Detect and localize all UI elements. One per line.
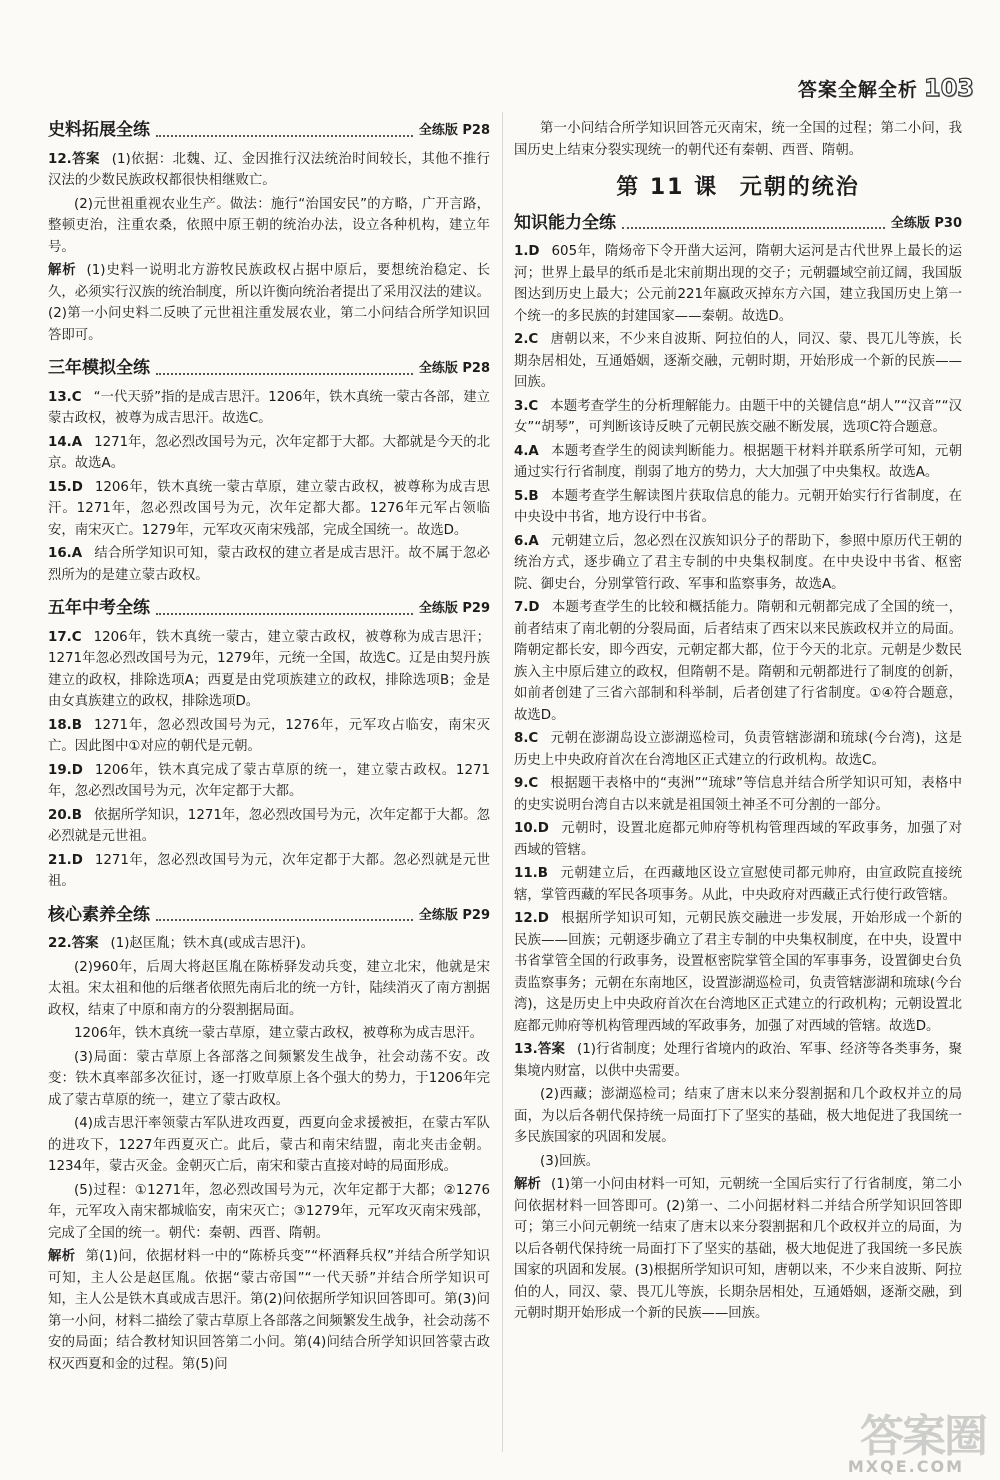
answer-text: 根据题干表格中的“夷洲”“琉球”等信息并结合所学知识可知，表格中的史实说明台湾自古以来就是祖国领土神圣不可分割的一部分。 xyxy=(514,776,962,813)
section-ref: 全练版 P30 xyxy=(890,215,962,231)
question-number: 5.B xyxy=(514,488,539,504)
watermark-logo: 答案圈 xyxy=(860,1411,986,1462)
dotted-leader xyxy=(156,613,413,615)
answer-item xyxy=(48,715,490,758)
left-column xyxy=(48,118,490,1377)
answer-item xyxy=(514,773,962,816)
header-title: 答案全解全析 xyxy=(797,78,918,101)
section-header xyxy=(48,598,490,620)
answer-text: 元朝建立后，在西藏地区设立宣慰使司都元帅府，由宣政院直接统辖，掌管西藏的军民各项事务。从此，中央政府对西藏正式行使行政管辖。 xyxy=(514,866,962,903)
question-number: 4.A xyxy=(514,443,539,459)
answer-text: 唐朝以来，不少来自波斯、阿拉伯的人，同汉、蒙、畏兀儿等族，长期杂居相处，互通婚姻，逐渐交融，元朝时期，开始形成一个新的民族——回族。 xyxy=(514,332,962,390)
section-title: 史料拓展全练 xyxy=(48,120,150,140)
answer-text: 1206年，铁木真统一蒙古草原，建立蒙古政权，被尊称为成吉思汗。1271年，忽必烈改国号为元，次年定都大都。1276年元军占领临安，南宋灭亡。1279年，元军攻灭南宋残部，完成全国统一。故选D。 xyxy=(48,479,490,538)
analysis-label: 解析 xyxy=(48,263,77,278)
page-number: 103 xyxy=(923,74,974,102)
answer-item xyxy=(48,933,490,955)
answer-paragraph: (4)成吉思汗率领蒙古军队进攻西夏，西夏向金求援被拒，在蒙古军队的进攻下，1227年西夏灭亡。此后，蒙古和南宋结盟，南北夹击金朝。1234年，蒙古灭金。金朝灭亡后，南宋和蒙古直接对峙的局面形成。 xyxy=(48,1116,490,1174)
answer-text: 本题考查学生的阅读判断能力。根据题干材料并联系所学可知，元朝通过实行行省制度，削弱了地方的势力，大大加强了中央集权。故选A。 xyxy=(514,443,962,480)
answer-text: 依据所学知识，1271年，忽必烈改国号为元，次年定都于大都。忽必烈就是元世祖。 xyxy=(48,807,490,844)
section-header xyxy=(48,905,490,927)
continued-paragraph: 第一小问结合所学知识回答元灭南宋，统一全国的过程；第二小问，我国历史上结束分裂实现统一的朝代还有秦朝、西晋、隋朝。 xyxy=(514,121,962,158)
answer-item xyxy=(514,728,962,771)
analysis-text: 第(1)问，依据材料一中的“陈桥兵变”“杯酒释兵权”并结合所学知识可知，主人公是赵匡胤。依据“蒙古帝国”“一代天骄”并结合所学知识可知，主人公是铁木真或成吉思汗。第(2)问依据所学知识回答即可。第(3)问第一小问，材料二描绘了蒙古草原上各部落之间频繁发生战争，社会动荡不安的局面；结合教材知识回答第二小问。第(4)问结合所学知识回答蒙古政权灭西夏和金的过程。第(5)问 xyxy=(48,1249,491,1372)
answer-item xyxy=(514,863,962,906)
section-title: 三年模拟全练 xyxy=(48,358,150,378)
analysis-label: 解析 xyxy=(514,1177,542,1192)
answer-text: 结合所学知识可知，蒙古政权的建立者是成吉思汗。故不属于忽必烈所为的是建立蒙古政权。 xyxy=(48,546,490,583)
answer-item xyxy=(514,396,962,439)
question-number: 19.D xyxy=(48,762,83,778)
answer-item xyxy=(514,441,962,484)
question-number: 18.B xyxy=(48,717,82,733)
answer-paragraph: (2)元世祖重视农业生产。做法：施行“治国安民”的方略，广开言路，整顿吏治，注重农桑，依照中原王朝的统治办法，设立各种机构，建立年号。 xyxy=(48,196,490,255)
section-header xyxy=(514,213,962,235)
section-ref: 全练版 P28 xyxy=(418,361,490,376)
answer-item xyxy=(48,477,490,542)
dotted-leader xyxy=(156,373,413,375)
section-ref: 全练版 P29 xyxy=(418,907,490,923)
question-number: 14.A xyxy=(48,434,83,450)
answer-item xyxy=(48,760,490,803)
dotted-leader xyxy=(622,227,885,229)
dotted-leader xyxy=(156,135,413,137)
section-header xyxy=(48,120,490,142)
question-number: 3.C xyxy=(514,398,539,414)
answer-item xyxy=(48,805,490,848)
answer-text: 1206年，铁木真完成了蒙古草原的统一，建立蒙古政权。1271年，忽必烈改国号为元，次年定都于大都。 xyxy=(48,762,490,799)
answer-item xyxy=(514,597,962,726)
answer-item xyxy=(48,627,490,713)
analysis-item xyxy=(48,260,490,346)
question-number: 11.B xyxy=(514,866,548,881)
answer-text: 元朝建立后，忽必烈在汉族知识分子的帮助下，参照中原历代王朝的统治方式，逐步确立了君主专制的中央集权制度。在中央设中书省、枢密院、御史台，分别掌管行政、军事和监察事务，故选A。 xyxy=(514,533,962,592)
answer-text: 元朝时，设置北庭都元帅府等机构管理西域的军政事务，加强了对西域的管辖。 xyxy=(514,821,962,858)
analysis-label: 解析 xyxy=(48,1249,76,1264)
answer-text: 元朝在澎湖岛设立澎湖巡检司，负责管辖澎湖和琉球(今台湾)，这是历史上中央政府首次在台湾地区正式建立的行政机构。故选C。 xyxy=(514,731,962,768)
question-number: 16.A xyxy=(48,546,83,561)
answer-text: (1)依据：北魏、辽、金因推行汉法统治时间较长，其他不推行汉法的少数民族政权都很快相继败亡。 xyxy=(48,151,490,188)
section-ref: 全练版 P28 xyxy=(418,123,490,138)
section-header xyxy=(48,358,490,380)
answer-item xyxy=(514,241,962,327)
question-number: 20.B xyxy=(48,807,82,823)
question-number: 12.答案 xyxy=(48,151,100,167)
lesson-name: 元朝的统治 xyxy=(739,175,860,200)
answer-item xyxy=(514,329,962,394)
right-column xyxy=(514,118,962,1327)
answer-paragraph: (3)回族。 xyxy=(540,1153,600,1169)
answer-item xyxy=(514,531,962,596)
question-number: 12.D xyxy=(514,911,549,926)
question-number: 6.A xyxy=(514,533,539,549)
answer-text: 本题考查学生的分析理解能力。由题干中的关键信息“胡人”“汉音”“汉女”“胡琴”，可判断该诗反映了元朝民族交融不断发展，选项C符合题意。 xyxy=(514,398,962,435)
question-number: 22.答案 xyxy=(48,936,99,951)
question-number: 21.D xyxy=(48,852,83,868)
answer-text: 本题考查学生的比较和概括能力。隋朝和元朝都完成了全国的统一，前者结束了南北朝的分裂局面，后者结束了西宋以来民族政权并立的局面。隋朝定都长安，即今西安，元朝定都大都，位于今天的北京。元朝是少数民族入主中原后建立的政权，但隋朝不是。隋朝和元朝都进行了制度的创新，如前者创建了三省六部制和科举制，后者创建了行省制度。①④符合题意，故选D。 xyxy=(514,600,962,723)
section-title: 核心素养全练 xyxy=(48,904,150,925)
analysis-text: (1)第一小问由材料一可知，元朝统一全国后实行了行省制度，第二小问依据材料一回答即可。(2)第一、二小问据材料二并结合所学知识回答即可；第三小问元朝统一结束了唐末以来分裂割据和几个政权并立的局面，为以后各朝代保持统一局面打下了坚实的基础，极大地促进了我国统一多民族国家的巩固和发展。(3)根据所学知识可知，唐朝以来，不少来自波斯、阿拉伯的人，同汉、蒙、畏兀儿等族，长期杂居相处，互通婚姻，逐渐交融，到元朝时期开始形成一个新的民族——回族。 xyxy=(514,1177,963,1321)
question-number: 15.D xyxy=(48,479,83,495)
page-header xyxy=(798,74,974,102)
question-number: 2.C xyxy=(514,332,539,347)
answer-text: 根据所学知识可知，元朝民族交融进一步发展，开始形成一个新的民族——回族；元朝逐步确立了君主专制的中央集权制度，在中央，设置中书省掌管全国的行政事务，设置枢密院掌管全国的军事事务，设置御史台负责监察事务；元朝在东南地区，设置澎湖巡检司，负责管辖澎湖和琉球(今台湾)，这是历史上中央政府首次在台湾地区正式建立的行政机构；元朝设置北庭都元帅府等机构管理西域的军政事务，加强了对西域的管辖。故选D。 xyxy=(514,911,962,1034)
question-number: 1.D xyxy=(514,244,540,259)
dotted-leader xyxy=(156,919,413,921)
question-number: 10.D xyxy=(514,821,549,836)
answer-paragraph: (3)局面：蒙古草原上各部落之间频繁发生战争，社会动荡不安。改变：铁木真率部多次征讨，逐一打败草原上各个强大的势力，于1206年完成了蒙古草原的统一，建立了蒙古政权。 xyxy=(48,1049,490,1108)
answer-paragraph: (2)960年，后周大将赵匡胤在陈桥驿发动兵变，建立北宋，他就是宋太祖。宋太祖和他的后继者依照先南后北的统一方针，陆续消灭了南方割据政权，结束了中原和南方的分裂割据局面。 xyxy=(48,959,490,1018)
section-ref: 全练版 P29 xyxy=(418,601,490,616)
answer-item xyxy=(48,850,490,893)
answer-text: (1)行省制度；处理行省境内的政治、军事、经济等各类事务，聚集境内财富，以供中央需要。 xyxy=(514,1042,962,1079)
answer-text: 本题考查学生解读图片获取信息的能力。元朝开始实行行省制度，在中央设中书省，地方设行中书省。 xyxy=(514,488,962,525)
watermark-url: MXQE.COM xyxy=(847,1457,964,1476)
question-number: 8.C xyxy=(514,731,539,746)
answer-text: “一代天骄”指的是成吉思汗。1206年，铁木真统一蒙古各部，建立蒙古政权，被尊为成吉思汗。故选C。 xyxy=(48,389,490,426)
answer-item xyxy=(514,486,962,529)
question-number: 13.C xyxy=(48,389,82,405)
analysis-item xyxy=(514,1174,962,1325)
answer-text: 1206年，铁木真统一蒙古，建立蒙古政权，被尊称为成吉思汗；1271年忽必烈改国号为元，1279年，元统一全国，故选C。辽是由契丹族建立的政权，排除选项A；西夏是由党项族建立的政权，排除选项B；金是由女真族建立的政权，排除选项D。 xyxy=(48,629,490,709)
answer-paragraph: (5)过程：①1271年，忽必烈改国号为元，次年定都于大都；②1276年，元军攻入南宋都城临安，南宋灭亡；③1279年，元军攻灭南宋残部，完成了全国的统一。朝代：秦朝、西晋、隋朝。 xyxy=(48,1182,490,1241)
section-title: 知识能力全练 xyxy=(514,212,616,233)
answer-text: 1271年，忽必烈改国号为元，1276年，元军攻占临安，南宋灭亡。因此图中①对应的朝代是元朝。 xyxy=(48,717,490,754)
answer-item xyxy=(48,432,490,475)
answer-text: 1271年，忽必烈改国号为元，次年定都于大都。大都就是今天的北京。故选A。 xyxy=(48,434,490,471)
answer-text: 1271年，忽必烈改国号为元，次年定都于大都。忽必烈就是元世祖。 xyxy=(48,852,490,889)
question-number: 17.C xyxy=(48,629,82,645)
answer-text: (1)赵匡胤；铁木真(或成吉思汗)。 xyxy=(110,936,315,951)
answer-item xyxy=(514,818,962,861)
answer-item xyxy=(48,543,490,586)
answer-text: 605年，隋炀帝下令开凿大运河，隋朝大运河是古代世界上最长的运河；世界上最早的纸币是北宋前期出现的交子；元朝疆域空前辽阔，我国版图达到历史上最大；公元前221年嬴政灭掉东方六国，建立我国历史上第一个统一的多民族的封建国家——秦朝。故选D。 xyxy=(514,244,962,324)
answer-paragraph: 1206年，铁木真统一蒙古草原，建立蒙古政权，被尊称为成吉思汗。 xyxy=(74,1026,484,1041)
answer-paragraph: (2)西藏；澎湖巡检司；结束了唐末以来分裂割据和几个政权并立的局面，为以后各朝代保持统一局面打下了坚实的基础，极大地促进了我国统一多民族国家的巩固和发展。 xyxy=(514,1087,962,1145)
answer-item xyxy=(514,908,962,1037)
lesson-title xyxy=(514,177,962,199)
analysis-item xyxy=(48,1246,490,1375)
question-number: 13.答案 xyxy=(514,1042,565,1057)
question-number: 9.C xyxy=(514,776,539,791)
column-divider xyxy=(502,112,503,1452)
question-number: 7.D xyxy=(514,600,540,615)
answer-item xyxy=(514,1039,962,1082)
section-title: 五年中考全练 xyxy=(48,598,150,618)
answer-item xyxy=(48,149,490,192)
answer-item xyxy=(48,387,490,430)
analysis-text: (1)史料一说明北方游牧民族政权占据中原后，要想统治稳定、长久，必须实行汉族的统治制度，所以许衡向统治者提出了采用汉法的建议。(2)第一小问史料二反映了元世祖注重发展农业，第二小问结合所学知识回答即可。 xyxy=(48,263,491,343)
lesson-number: 第 11 课 xyxy=(616,175,719,200)
